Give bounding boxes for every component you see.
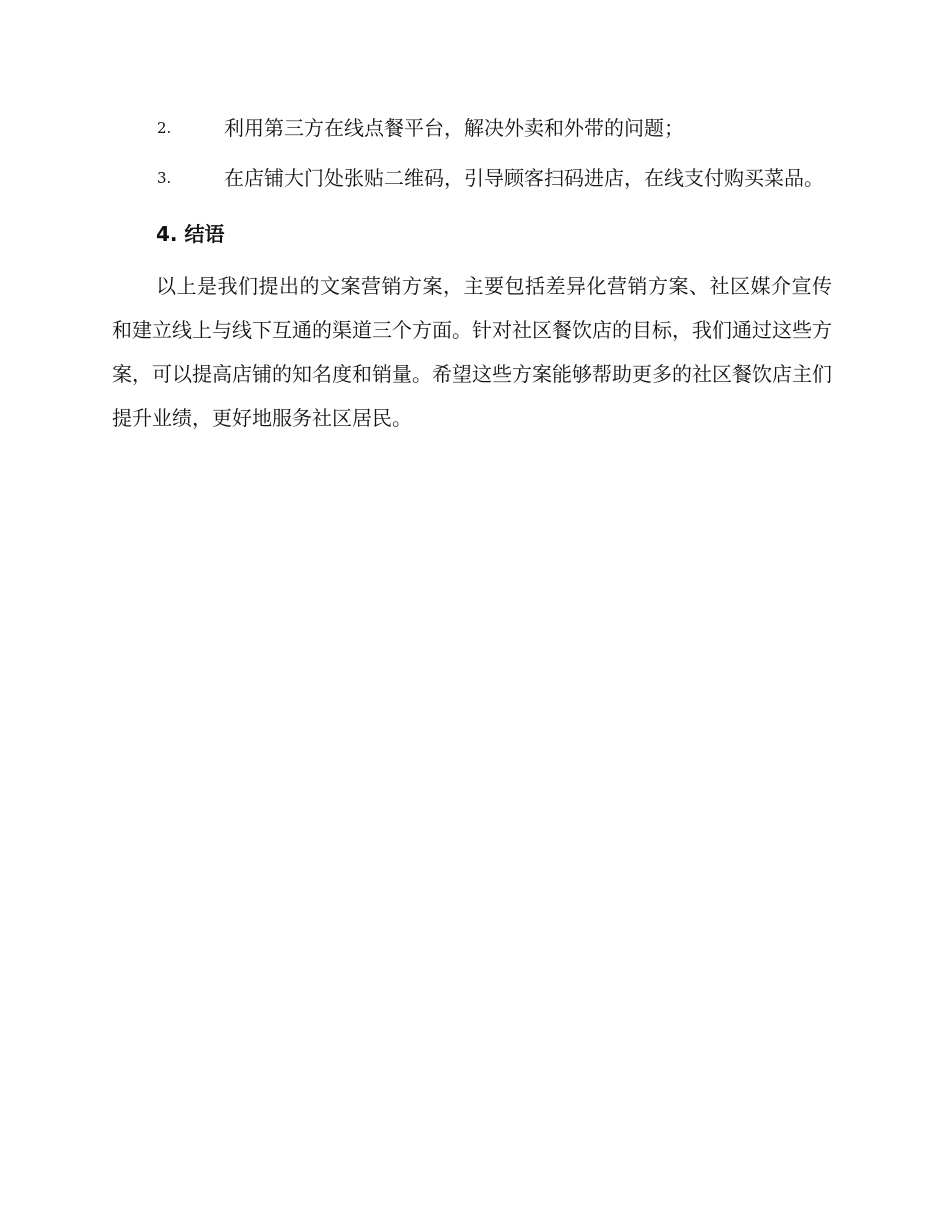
list-item-3 bbox=[112, 156, 832, 200]
section-heading-conclusion: 4. 结语 bbox=[156, 222, 225, 246]
list-item-number: 3. bbox=[157, 169, 172, 187]
list-item-2 bbox=[112, 106, 832, 150]
list-item-text: 利用第三方在线点餐平台，解决外卖和外带的问题； bbox=[224, 116, 684, 140]
conclusion-paragraph: 以上是我们提出的文案营销方案，主要包括差异化营销方案、社区媒介宣传和建立线上与线下互通的渠道三个方面。针对社区餐饮店的目标，我们通过这些方案，可以提高店铺的知名度和销量。希望这些方案能够帮助更多的社区餐饮店主们提升业绩，更好地服务社区居民。 bbox=[112, 274, 832, 430]
list-item-text: 在店铺大门处张贴二维码，引导顾客扫码进店，在线支付购买菜品。 bbox=[224, 166, 824, 190]
document-page bbox=[112, 106, 832, 440]
list-item-number: 2. bbox=[157, 119, 172, 137]
